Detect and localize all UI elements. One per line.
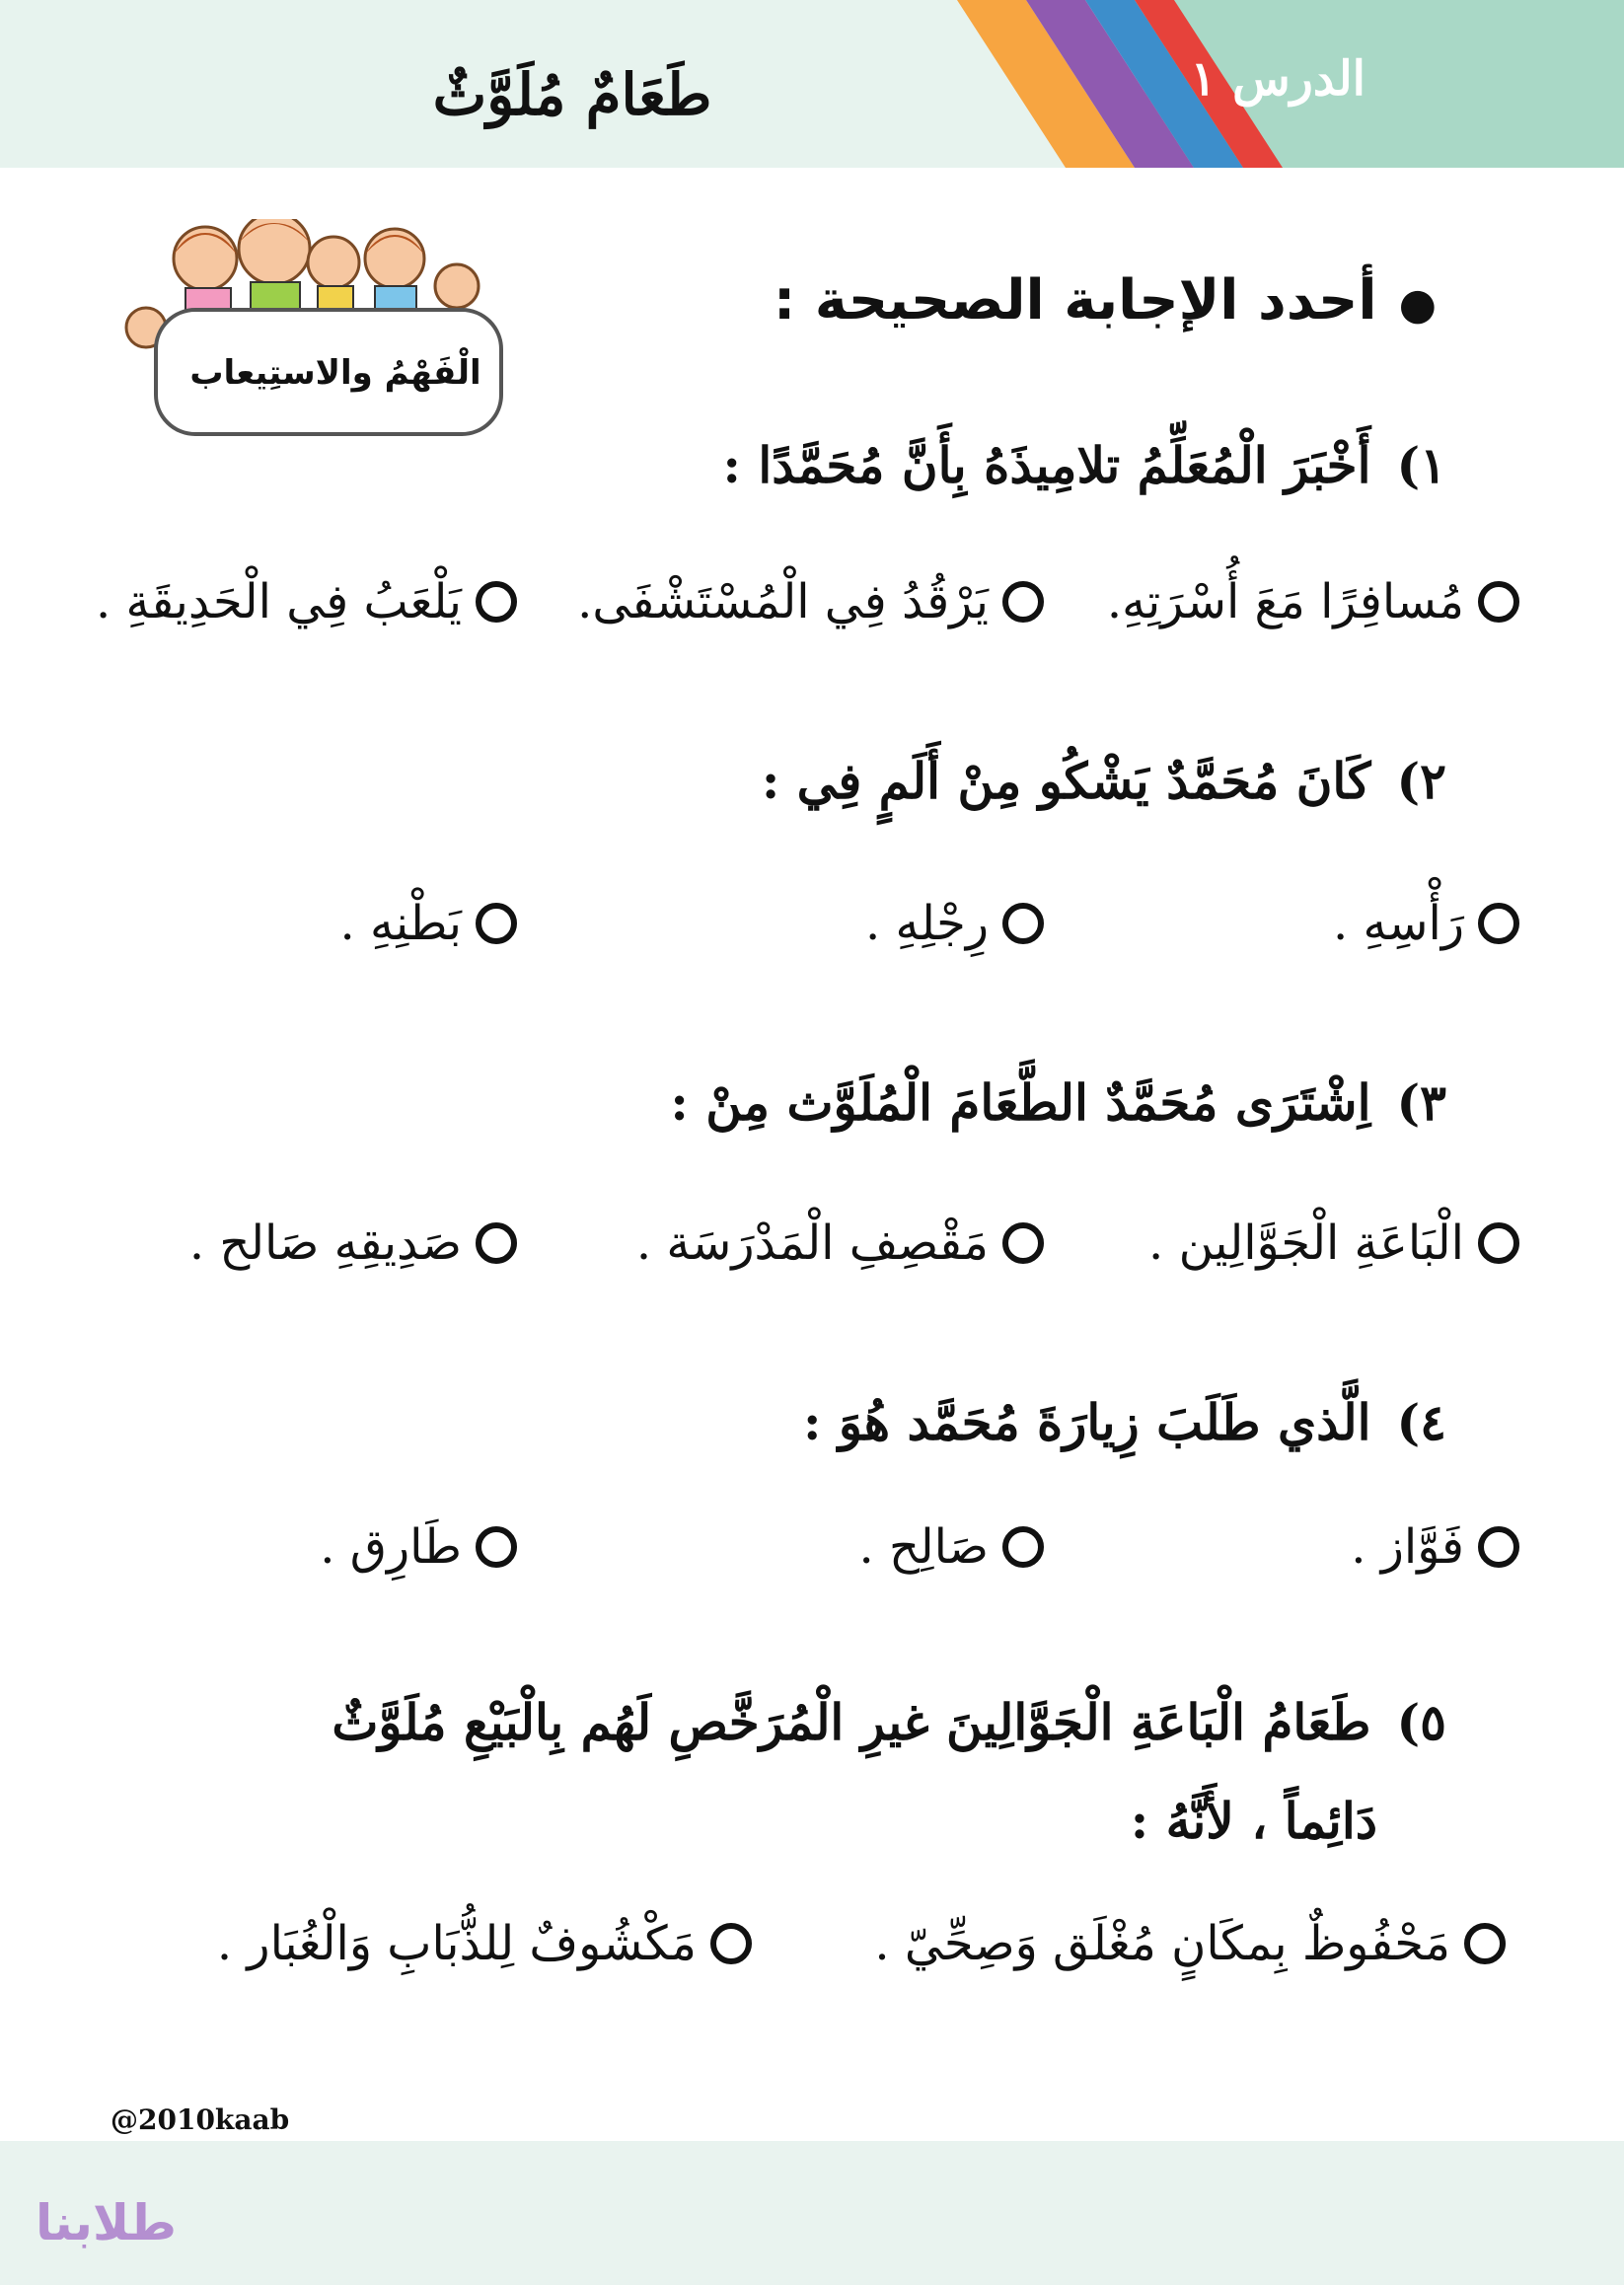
instruction-bullet: ●	[1398, 279, 1437, 330]
question-4-option-3[interactable]	[320, 1519, 517, 1575]
option-label: يَرْقُدُ فِي الْمُسْتَشْفَى.	[577, 574, 989, 629]
option-label: يَلْعَبُ فِي الْحَدِيقَةِ .	[95, 574, 462, 629]
kids-badge-illustration	[116, 219, 541, 446]
instruction-text: أحدد الإجابة الصحيحة :	[773, 268, 1377, 332]
radio-circle-icon[interactable]	[476, 1222, 517, 1264]
radio-circle-icon[interactable]	[1002, 903, 1044, 944]
header-stripes	[0, 0, 1624, 168]
option-label: صَالِح .	[858, 1519, 989, 1575]
question-4-option-1[interactable]	[1351, 1519, 1519, 1575]
footer-band	[0, 2141, 1624, 2285]
question-3-option-3[interactable]	[189, 1216, 517, 1271]
option-label: مُسافِرًا مَعَ أُسْرَتِهِ.	[1106, 574, 1464, 629]
question-text: اِشْتَرَى مُحَمَّدٌ الطَّعَامَ الْمُلَوَّث مِنْ :	[670, 1073, 1371, 1132]
question-number: ٣)	[1396, 1073, 1446, 1132]
option-label: مَكْشُوفٌ لِلذُّبَابِ وَالْغُبَار .	[216, 1916, 697, 1971]
question-number: ٤)	[1396, 1393, 1446, 1451]
question-2-option-2[interactable]	[865, 896, 1044, 951]
lesson-header	[0, 0, 1624, 168]
radio-circle-icon[interactable]	[1478, 581, 1519, 623]
option-label: صَدِيقِهِ صَالح .	[188, 1216, 462, 1271]
question-1-option-2[interactable]	[577, 574, 1044, 629]
radio-circle-icon[interactable]	[476, 1526, 517, 1568]
radio-circle-icon[interactable]	[1002, 581, 1044, 623]
question-text: أَخْبَرَ الْمُعَلِّمُ تلامِيذَهُ بِأَنَّ مُحَمَّدًا :	[722, 436, 1371, 494]
question-4	[803, 1393, 1446, 1451]
lesson-number-label: الدرس ١	[1190, 51, 1366, 107]
instruction-heading	[774, 268, 1437, 332]
site-logo: طلابنا	[36, 2194, 178, 2251]
question-5	[332, 1693, 1446, 1751]
radio-circle-icon[interactable]	[1002, 1222, 1044, 1264]
question-5-line-2: دَائِماً ، لأَنَّهُ :	[1130, 1792, 1377, 1850]
radio-circle-icon[interactable]	[1478, 1222, 1519, 1264]
question-text: الَّذي طَلَبَ زِيارَةَ مُحَمَّد هُوَ :	[802, 1393, 1371, 1451]
option-label: مَحْفُوظٌ بِمكَانٍ مُغْلَق وَصِحِّيّ .	[874, 1916, 1450, 1971]
radio-circle-icon[interactable]	[1478, 903, 1519, 944]
question-text: كَانَ مُحَمَّدٌ يَشْكُو مِنْ أَلَمٍ فِي :	[761, 752, 1371, 810]
question-1-option-3[interactable]	[96, 574, 517, 629]
question-1-option-1[interactable]	[1107, 574, 1519, 629]
option-label: طَارِق .	[320, 1519, 462, 1575]
option-label: رِجْلِهِ .	[865, 896, 989, 951]
question-3	[670, 1073, 1446, 1132]
badge-label: الْفَهْمُ والاستِيعاب	[189, 353, 481, 393]
question-2-option-3[interactable]	[340, 896, 517, 951]
radio-circle-icon[interactable]	[476, 903, 517, 944]
option-label: بَطْنِهِ .	[339, 896, 462, 951]
author-credit: @2010kaab	[111, 2103, 290, 2136]
question-number: ١)	[1396, 436, 1446, 494]
question-3-option-2[interactable]	[636, 1216, 1044, 1271]
radio-circle-icon[interactable]	[476, 581, 517, 623]
option-label: الْبَاعَةِ الْجَوَّالِين .	[1148, 1216, 1464, 1271]
option-label: مَقْصِفِ الْمَدْرَسَة .	[635, 1216, 989, 1271]
question-3-option-1[interactable]	[1148, 1216, 1519, 1271]
option-label: رَأْسِهِ .	[1333, 896, 1464, 951]
radio-circle-icon[interactable]	[1478, 1526, 1519, 1568]
question-text: طَعَامُ الْبَاعَةِ الْجَوَّالِينَ غيرِ الْمُرَخَّصِ لَهُم بِالْبَيْعِ مُلَوَّثٌ	[332, 1693, 1371, 1751]
question-2-option-1[interactable]	[1333, 896, 1519, 951]
question-5-option-1[interactable]	[874, 1916, 1506, 1971]
question-number: ٥)	[1396, 1693, 1446, 1751]
question-1	[722, 436, 1446, 494]
radio-circle-icon[interactable]	[1002, 1526, 1044, 1568]
question-5-option-2[interactable]	[217, 1916, 752, 1971]
question-4-option-2[interactable]	[858, 1519, 1044, 1575]
question-number: ٢)	[1396, 752, 1446, 810]
question-2	[762, 752, 1446, 810]
lesson-title: طَعَامٌ مُلَوَّثٌ	[432, 61, 712, 128]
radio-circle-icon[interactable]	[1464, 1923, 1506, 1964]
radio-circle-icon[interactable]	[710, 1923, 752, 1964]
option-label: فَوَّاز .	[1351, 1519, 1464, 1575]
